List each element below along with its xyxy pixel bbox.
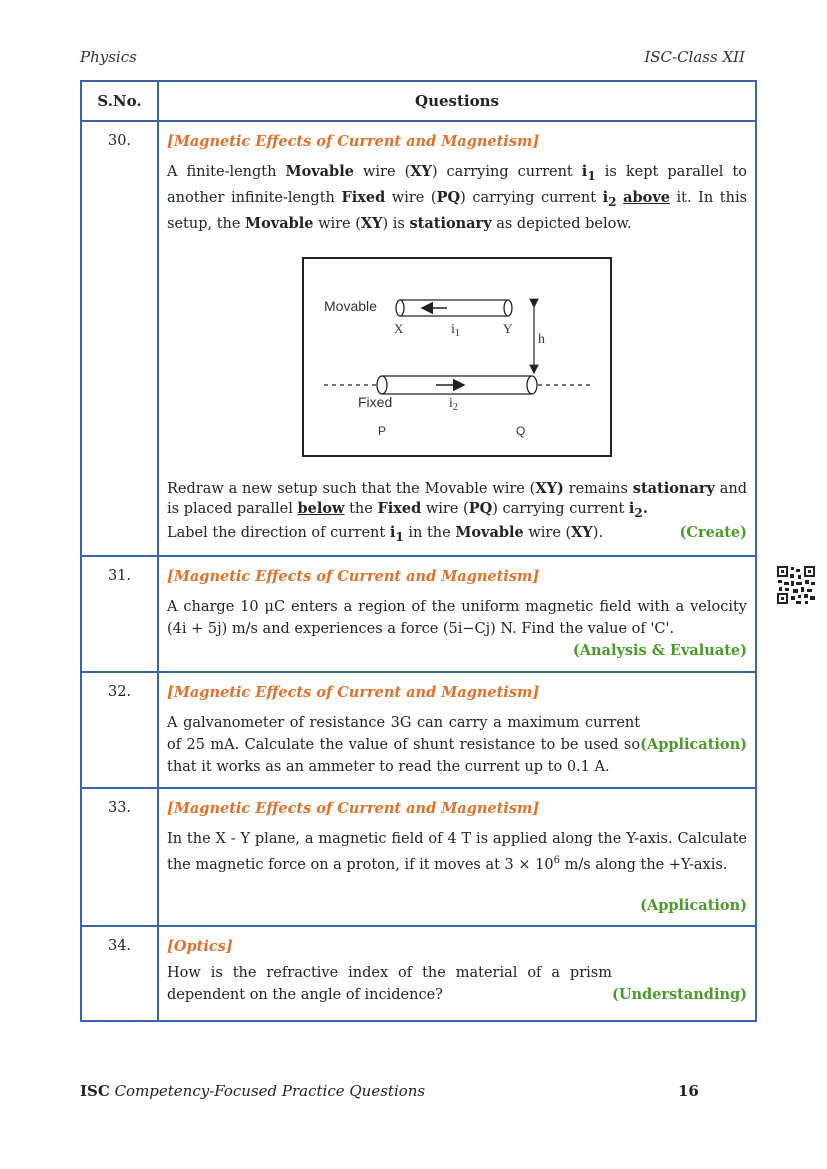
table-header-row (81, 81, 756, 121)
label-fixed: Fixed (358, 393, 393, 410)
footer-title: ISC Competency-Focused Practice Questions (80, 1082, 426, 1100)
cognitive-tag: (Application) (640, 735, 747, 753)
topic-label: [Optics] (167, 938, 233, 956)
question-number: 31. (81, 556, 158, 672)
question-number: 33. (81, 788, 158, 927)
question-text: A finite-length Movable wire (XY) carrying current $i_1$ is kept parallel to another infinite-length Fixed wire (PQ) carrying current $i_2$ above it. In this setup, the Movable wire (XY) is stationary as depicted below. (167, 163, 748, 232)
question-row-32 (81, 672, 756, 788)
question-content (158, 121, 756, 556)
label-instruction: (Create) Label the direction of current $i_1$ in the Movable wire (XY). (167, 523, 747, 544)
topic-label: [Magnetic Effects of Current and Magnetism] (167, 799, 540, 817)
cognitive-tag: (Analysis & Evaluate) (572, 641, 747, 659)
question-content (158, 556, 756, 672)
header-subject: Physics (80, 48, 137, 66)
col-sno-header: S.No. (81, 81, 158, 121)
wire-diagram-svg (304, 259, 610, 455)
topic-label: [Magnetic Effects of Current and Magnetism] (167, 133, 540, 150)
cognitive-tag: (Create) (679, 523, 747, 541)
question-text: In the X - Y plane, a magnetic field of 4 T is applied along the Y-axis. Calculate the magnetic force on a proton, if it moves at $3 \times 10^6$ m/s along the +Y-axis. (167, 830, 747, 873)
label-h: h (538, 331, 545, 347)
label-x: X (394, 320, 404, 336)
page-number: 16 (678, 1082, 699, 1100)
label-p: P (378, 423, 387, 438)
movable-wire (396, 300, 512, 316)
question-text: (Understanding) How is the refractive index of the material of a prism dependent on the angle of incidence? (167, 962, 747, 1006)
cognitive-tag: (Application) (640, 897, 747, 915)
redraw-instruction: Redraw a new setup such that the Movable wire (XY) remains stationary and is placed parallel below the Fixed wire (PQ) carrying current $i_2$. (167, 479, 748, 520)
question-text: (Application) A galvanometer of resistance 3G can carry a maximum current of 25 mA. Calculate the value of shunt resistance to be used so that it works as an ammeter to read the current up to 0.1 A. (167, 714, 747, 775)
question-row-34 (81, 926, 756, 1021)
question-content (158, 926, 756, 1021)
label-y: Y (503, 320, 513, 336)
topic-label: [Magnetic Effects of Current and Magnetism] (167, 683, 540, 701)
label-movable: Movable (324, 297, 377, 314)
header-class: ISC-Class XII (644, 48, 745, 66)
question-row-30 (81, 121, 756, 556)
question-number: 34. (81, 926, 158, 1021)
question-number: 30. (81, 121, 158, 556)
questions-table (80, 80, 757, 1022)
label-q: Q (516, 423, 526, 438)
question-row-33 (81, 788, 756, 927)
question-content (158, 788, 756, 927)
col-questions-header: Questions (158, 81, 756, 121)
cognitive-tag: (Understanding) (611, 986, 747, 1004)
question-content (158, 672, 756, 788)
topic-label: [Magnetic Effects of Current and Magnetism] (167, 567, 540, 585)
question-number: 32. (81, 672, 158, 788)
label-i2: $i_2$ (449, 395, 458, 413)
question-row-31 (81, 556, 756, 672)
question-text: A charge 10 μC enters a region of the uniform magnetic field with a velocity (4i + 5j) m/s and experiences a force (5i−Cj) N. Find the value of 'C'. (167, 598, 747, 637)
wire-diagram (302, 257, 612, 457)
qr-code-icon[interactable] (776, 565, 816, 605)
label-i1: $i_1$ (451, 321, 460, 339)
